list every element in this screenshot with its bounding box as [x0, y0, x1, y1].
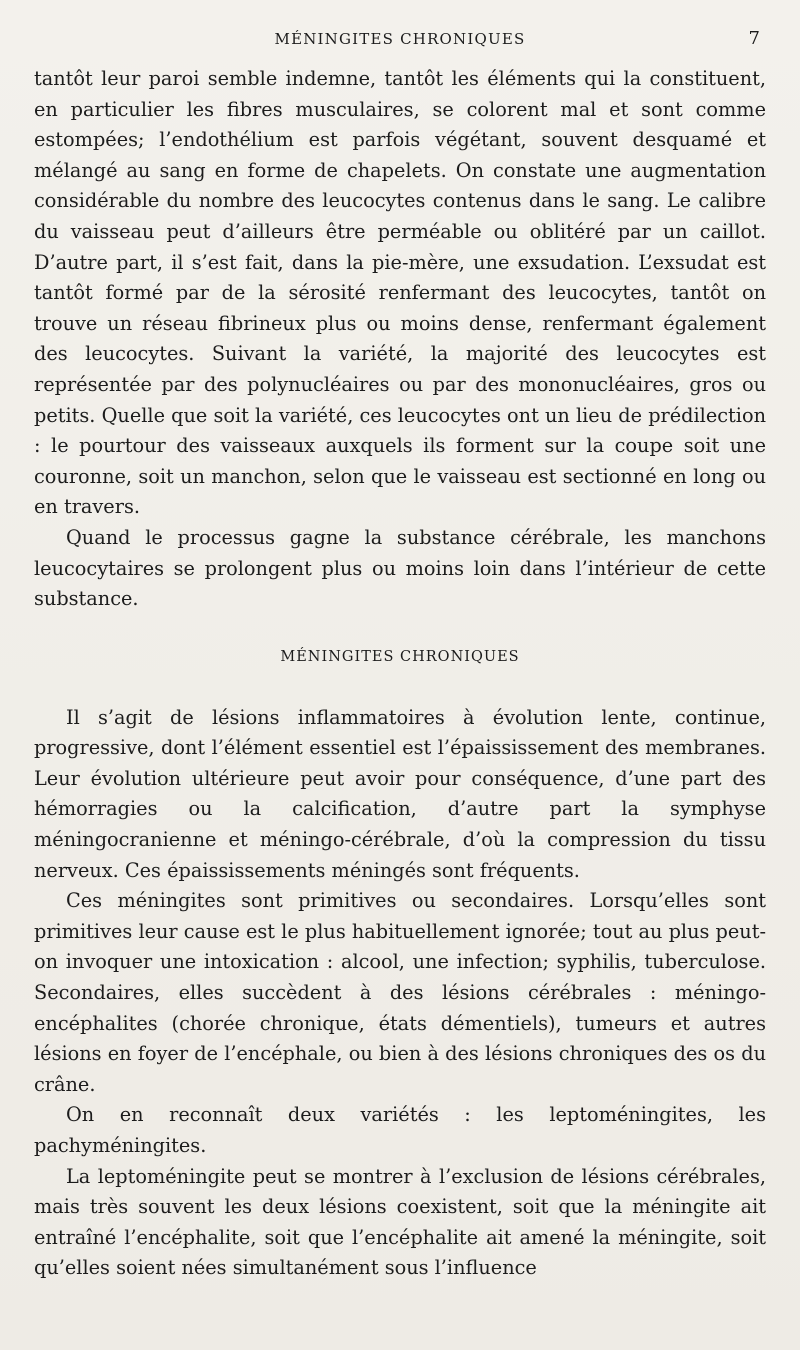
- paragraph-continuation: tantôt leur paroi semble indemne, tantôt les éléments qui la constituent, en particulier les fibres musculaires, se colorent mal et sont comme estompées; l’endothélium est parfois végétant, souvent desquamé et mélangé au sang en forme de chapelets. On constate une augmentation considérable du nombre des leucocytes contenus dans le sang. Le calibre du vaisseau peut d’ailleurs être perméable ou oblitéré par un caillot. D’autre part, il s’est fait, dans la pie-mère, une exsudation. L’exsudat est tantôt formé par de la sérosité renfermant des leucocytes, tantôt on trouve un réseau fibrineux plus ou moins dense, renfermant également des leucocytes. Suivant la variété, la majorité des leucocytes est représentée par des polynucléaires ou par des mononucléaires, gros ou petits. Quelle que soit la variété, ces leucocytes ont un lieu de prédilection : le pourtour des vaisseaux auxquels ils forment sur la coupe soit une couronne, soit un manchon, selon que le vaisseau est sectionné en long ou en travers.: [34, 67, 766, 519]
- running-title: MÉNINGITES CHRONIQUES: [274, 30, 526, 48]
- paragraph: Quand le processus gagne la substance cérébrale, les manchons leucocytaires se prolongent plus ou moins loin dans l’intérieur de cette substance.: [34, 525, 766, 611]
- paragraph: Ces méningites sont primitives ou secondaires. Lorsqu’elles sont primitives leur cause est le plus habituellement ignorée; tout au plus peut-on invoquer une intoxication : alcool, une infection; syphilis, tuberculose. Secondaires, elles succèdent à des lésions cérébrales : méningo-encéphalites (chorée chronique, états démentiels), tumeurs et autres lésions en foyer de l’encéphale, ou bien à des lésions chroniques des os du crâne.: [34, 889, 766, 1096]
- section-heading: MÉNINGITES CHRONIQUES: [280, 648, 520, 665]
- page-number: 7: [748, 28, 760, 49]
- main-text: [34, 64, 766, 1284]
- paragraph: La leptoméningite peut se montrer à l’exclusion de lésions cérébrales, mais très souvent les deux lésions coexistent, soit que la méningite ait entraîné l’encéphalite, soit que l’encéphalite ait amené la méningite, soit qu’elles soient nées simultanément sous l’influence: [34, 1164, 766, 1280]
- paragraph: Il s’agit de lésions inflammatoires à évolution lente, continue, progressive, dont l’élément essentiel est l’épaississement des membranes. Leur évolution ultérieure peut avoir pour conséquence, d’une part des hémorragies ou la calcification, d’autre part la symphyse méningocranienne et méningo-cérébrale, d’où la compression du tissu nerveux. Ces épaississements méningés sont fréquents.: [34, 705, 766, 882]
- paragraph: On en reconnaît deux variétés : les leptoméningites, les pachyméningites.: [34, 1103, 766, 1157]
- running-head: [34, 28, 766, 58]
